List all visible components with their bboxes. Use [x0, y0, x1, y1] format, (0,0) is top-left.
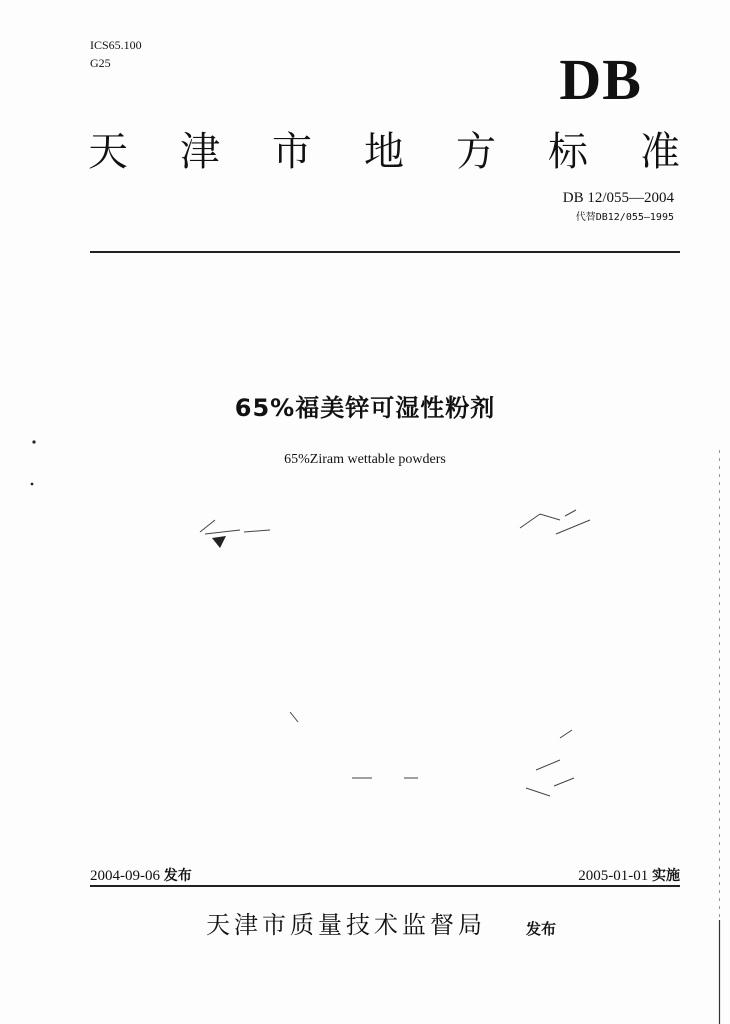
standard-type-char: 天: [88, 129, 128, 174]
standard-type-char: 标: [548, 129, 588, 174]
standard-type-char: 地: [364, 129, 404, 174]
publisher-name: 天津市质量技术监督局: [206, 913, 486, 939]
implement-label: 实施: [652, 868, 680, 884]
document-title-en: 65%Ziram wettable powders: [284, 452, 446, 467]
issue-date: 2004-09-06: [90, 868, 160, 884]
standard-type-char: 市: [272, 129, 312, 174]
implement-date-line: [578, 865, 680, 885]
issue-label: 发布: [163, 868, 192, 884]
ics-code: ICS65.100: [90, 38, 142, 52]
replaces-standard: 代替DB12/055—1995: [575, 212, 674, 223]
issue-date-line: [90, 865, 192, 885]
scan-edge-line: [718, 450, 721, 1024]
category-code: G25: [90, 56, 111, 70]
document-title-cn: 65%福美锌可湿性粉剂: [234, 394, 496, 422]
standard-type-char: 方: [456, 129, 496, 174]
db-logo: DB: [559, 47, 642, 112]
implement-date: 2005-01-01: [578, 868, 649, 884]
footer-divider: [90, 885, 680, 887]
publisher-label: 发布: [526, 920, 557, 938]
standard-type-char: 准: [640, 129, 680, 174]
standard-number: DB 12/055—2004: [562, 190, 674, 206]
standard-type-char: 津: [180, 129, 220, 174]
